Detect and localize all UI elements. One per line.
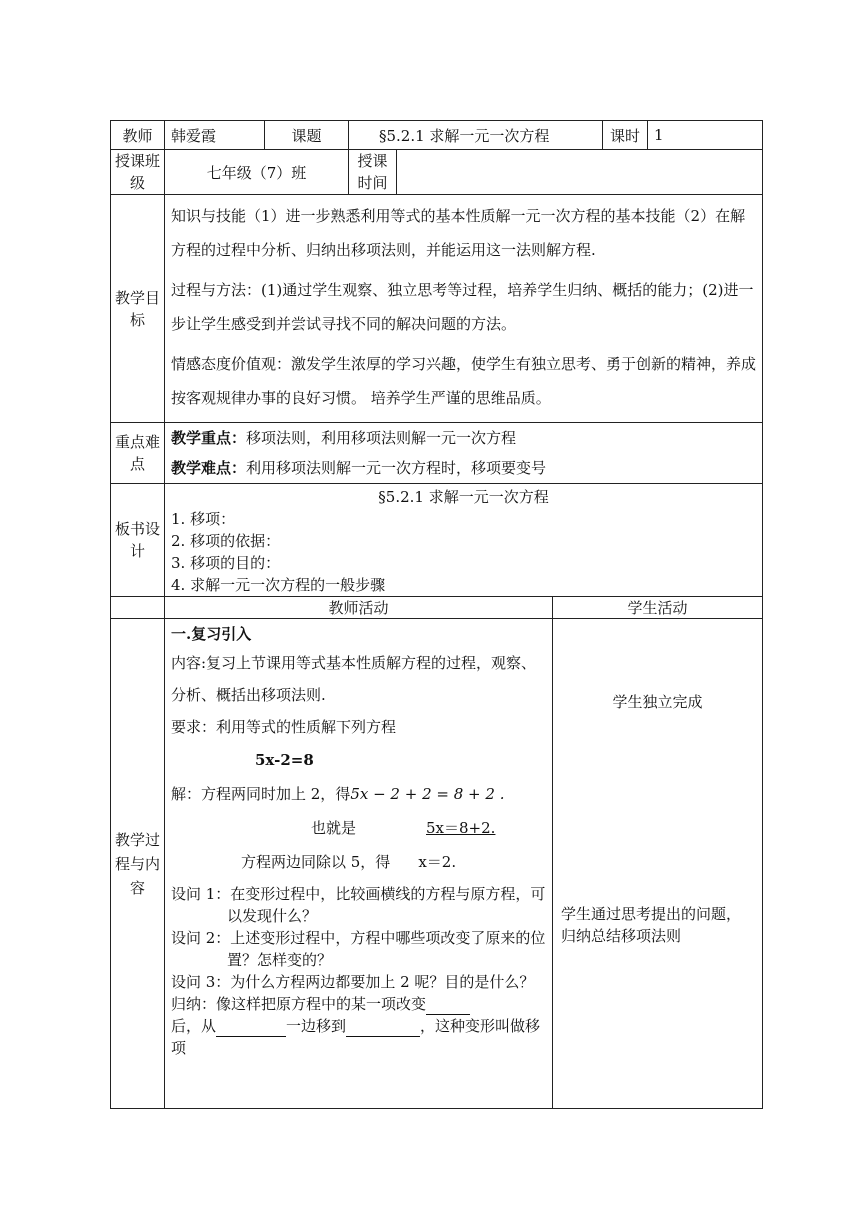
board-item-3: 3. 移项的目的： [171, 554, 281, 572]
student-activity-content [553, 619, 763, 1109]
topic-label: 课题 [265, 121, 349, 150]
thatis-line [171, 811, 546, 845]
question-3: 设问 3：为什么方程两边都要加上 2 呢？目的是什么？ [171, 973, 535, 991]
keypoints-label-text: 重点难点 [114, 433, 160, 473]
divide-text: 方程两边同除以 5，得 [241, 853, 391, 871]
teacher-activity-content [165, 619, 553, 1109]
objective-process: 过程与方法：(1)通过学生观察、独立思考等过程，培养学生归纳、概括的能力；(2)进一步让学生感受到并尝试寻找不同的解决问题的方法。 [171, 281, 754, 333]
section-title: 一.复习引入 [171, 625, 252, 643]
objectives-content [165, 195, 763, 423]
difficulty-text: 利用移项法则解一元一次方程时，移项要变号 [246, 459, 547, 477]
class-row [111, 150, 763, 195]
board-label-text: 板书设计 [114, 520, 160, 560]
thatis-equation: 5x＝8+2. [426, 819, 496, 837]
blank-1 [426, 998, 470, 1015]
summary-part-a: 归纳：像这样把原方程中的某一项改变 [171, 995, 427, 1013]
objectives-row [111, 195, 763, 423]
question-1: 设问 1：在变形过程中，比较画横线的方程与原方程，可以发现什么？ [171, 885, 546, 925]
board-item-4: 4. 求解一元一次方程的一般步骤 [171, 576, 386, 594]
equation: 5x-2=8 [255, 751, 314, 769]
solution-line [171, 777, 546, 811]
objectives-label-text: 教学目标 [114, 288, 160, 329]
board-content [165, 484, 763, 597]
process-label [111, 619, 165, 1109]
objective-attitude: 情感态度价值观：激发学生浓厚的学习兴趣，使学生有独立思考、勇于创新的精神，养成按客观规律办事的良好习惯。 培养学生严谨的思维品质。 [171, 355, 757, 407]
header-row [111, 121, 763, 150]
summary-line [171, 993, 546, 1015]
teacher-label: 教师 [111, 121, 165, 150]
difficulty-label: 教学难点： [171, 459, 247, 477]
student-activity-header: 学生活动 [553, 597, 763, 619]
period-value: 1 [648, 121, 763, 150]
keypoints-row [111, 423, 763, 484]
period-label: 课时 [603, 121, 648, 150]
student-activity-1: 学生独立完成 [612, 693, 703, 711]
blank-2 [216, 1020, 286, 1037]
requirement-text: 要求：利用等式的性质解下列方程 [171, 718, 397, 736]
divide-line [171, 845, 546, 879]
activity-header-row [111, 597, 763, 619]
time-value [397, 150, 763, 195]
time-label [349, 150, 397, 195]
focus-text: 移项法则，利用移项法则解一元一次方程 [246, 429, 517, 447]
summary-part-b: 后，从 [171, 1017, 217, 1035]
class-name: 七年级（7）班 [165, 150, 349, 195]
content-text: 内容:复习上节课用等式基本性质解方程的过程，观察、分析、概括出移项法则. [171, 654, 537, 704]
teacher-activity-header: 教师活动 [165, 597, 553, 619]
summary-part-d: ，这种变形叫做移项 [171, 1017, 541, 1057]
question-2: 设问 2：上述变形过程中，方程中哪些项改变了原来的位置？怎样变的？ [171, 929, 546, 969]
board-row [111, 484, 763, 597]
teacher-name: 韩爱霞 [165, 121, 265, 150]
board-label [111, 484, 165, 597]
thatis-label: 也就是 [311, 819, 357, 837]
process-label-text: 教学过程与内容 [114, 830, 160, 897]
process-row [111, 619, 763, 1109]
board-item-2: 2. 移项的依据： [171, 532, 281, 550]
time-label-text: 授课时间 [357, 152, 388, 192]
board-title: §5.2.1 求解一元一次方程 [378, 488, 549, 506]
objective-knowledge: 知识与技能（1）进一步熟悉利用等式的基本性质解一元一次方程的基本技能（2）在解方程的过程中分析、归纳出移项法则，并能运用这一法则解方程. [171, 207, 746, 259]
summary-part-c: 一边移到 [286, 1017, 347, 1035]
board-item-1: 1. 移项： [171, 510, 236, 528]
difficulty-line [171, 453, 756, 483]
student-activity-2: 学生通过思考提出的问题，归纳总结移项法则 [561, 905, 742, 945]
objectives-label [111, 195, 165, 423]
keypoints-label [111, 423, 165, 484]
class-label [111, 150, 165, 195]
solution-equation: 5x − 2 + 2 = 8 + 2 . [350, 785, 505, 803]
summary-line-2 [171, 1015, 546, 1059]
topic-title: §5.2.1 求解一元一次方程 [349, 121, 603, 150]
class-label-text: 授课班级 [114, 152, 160, 192]
focus-label: 教学重点： [171, 429, 247, 447]
divide-equation: x＝2. [418, 853, 457, 871]
blank-3 [346, 1020, 420, 1037]
focus-line [171, 423, 756, 453]
keypoints-content [165, 423, 763, 484]
empty-cell [111, 597, 165, 619]
solution-text: 解：方程两同时加上 2，得 [171, 785, 351, 803]
lesson-plan-table [110, 120, 763, 1109]
